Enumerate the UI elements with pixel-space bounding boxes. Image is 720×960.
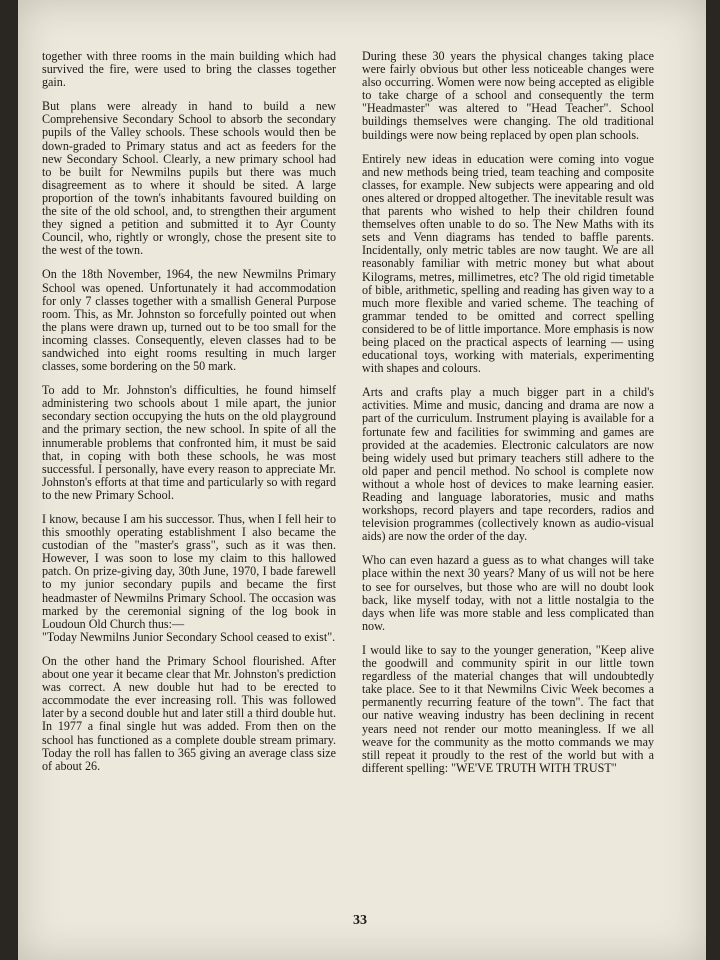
paragraph: During these 30 years the physical changes taking place were fairly obvious but other less noticeable changes were also occurring. Women were now being accepted as eligible to take charge of a school and consequently the term "Headmaster" was altered to "Head Teacher". School buildings themselves were changing. The old traditional buildings were now being replaced by open plan schools. — [362, 49, 654, 142]
paragraph: To add to Mr. Johnston's difficulties, he found himself administering two schools about 1 mile apart, the junior secondary section occupying the huts on the old playground and the primary section, the new school. In spite of all the innumerable problems that confronted him, it must be said that, in coping with both these schools, he was most successful. I personally, have every reason to appreciate Mr. Johnston's efforts at that time and particularly so with regard to the new Primary School. — [42, 383, 336, 502]
page-number: 33 — [353, 913, 367, 928]
paragraph: I would like to say to the younger generation, "Keep alive the goodwill and community spirit in our little town regardless of the material changes that will undoubtedly take place. See to it that Newmilns Civic Week becomes a permanently recurring feature of the town". The fact that our native weaving industry has been declining in recent years need not render our motto meaningless. If we all weave for the community as the motto commands we may still repeat it proudly to the rest of the world but with a different spelling: "WE'VE TRUTH WITH TRUST" — [362, 642, 654, 775]
left-column — [42, 50, 336, 784]
right-column — [362, 50, 654, 786]
paragraph: Entirely new ideas in education were coming into vogue and new methods being tried, team teaching and composite classes, for example. New subjects were appearing and old ones altered or dropped altogether. The inevitable result was that parents who wished to help their children found themselves often unable to do so. The New Maths with its sets and Venn diagrams has tended to baffle parents. Incidentally, only metric tables are now taught. We are all reasonably familiar with metric money but what about Kilograms, metres, millimetres, etc? The old rigid timetable of bible, arithmetic, spelling and reading has given way to a much more flexible and varied scheme. The teaching of grammar tended to be omitted and correct spelling considered to be of little importance. More emphasis is now being placed on the practical aspects of learning — using educational toys, working with materials, experimenting with shapes and colours. — [362, 151, 654, 376]
paragraph: Who can even hazard a guess as to what changes will take place within the next 30 years? Many of us will not be here to see for ourselves, but those who are will no doubt look back, like myself today, with not a little nostalgia to the days when life was more stable and less complicated than now. — [362, 553, 654, 633]
paragraph: I know, because I am his successor. Thus, when I fell heir to this smoothly operating establishment I also became the custodian of the "master's grass", such as it was then. However, I was soon to lose my claim to this hallowed patch. On prize-giving day, 30th June, 1970, I bade farewell to my junior secondary pupils and became the first headmaster of Newmilns Primary School. The occasion was marked by the ceremonial signing of the log book in Loudoun Old Church thus:— — [42, 512, 336, 631]
log-book-quote: "Today Newmilns Junior Secondary School ceased to exist". — [42, 629, 336, 644]
paragraph: But plans were already in hand to build a new Comprehensive Secondary School to absorb the secondary pupils of the Valley schools. These schools would then be down-graded to Primary status and act as feeders for the new Secondary School. Clearly, a new primary school had to be built for Newmilns pupils but there was much disagreement as to where it should be sited. A large proportion of the town's inhabitants favoured building on the site of the old school, and, to strengthen their argument they signed a petition and submitted it to Ayr County Council, who, rightly or wrongly, chose the present site to the west of the town. — [42, 99, 336, 258]
paragraph: On the other hand the Primary School flourished. After about one year it became clear that Mr. Johnston's prediction was correct. A new double hut had to be erected to accommodate the ever increasing roll. This was followed later by a second double hut and later still a third double hut. In 1977 a final single hut was added. From then on the school has functioned as a complete double stream primary. Today the roll has fallen to 365 giving an average class size of about 26. — [42, 653, 336, 773]
paragraph: Arts and crafts play a much bigger part in a child's activities. Mime and music, dancing and drama are now a part of the curriculum. Instrument playing is available for a fortunate few and facilities for swimming and games are provided at the academies. Electronic calculators are now being widely used but primary teachers still adhere to the old paper and pencil method. No school is complete now without a whole host of devices to make learning easier. Reading and language laboratories, music and maths workshops, record players and tape recorders, radios and television programmes (collectively known as audio-visual aids) are now the order of the day. — [362, 385, 654, 544]
paragraph: On the 18th November, 1964, the new Newmilns Primary School was opened. Unfortunately it had accommodation for only 7 classes together with a smallish General Purpose room. This, as Mr. Johnston so forcefully pointed out when the plans were drawn up, turned out to be too small for the incoming classes. Consequently, eleven classes had to be sandwiched into eight rooms resulting in much larger classes, some bordering on the 50 mark. — [42, 267, 336, 374]
paragraph: together with three rooms in the main building which had survived the fire, were used to bring the classes together gain. — [42, 49, 336, 90]
